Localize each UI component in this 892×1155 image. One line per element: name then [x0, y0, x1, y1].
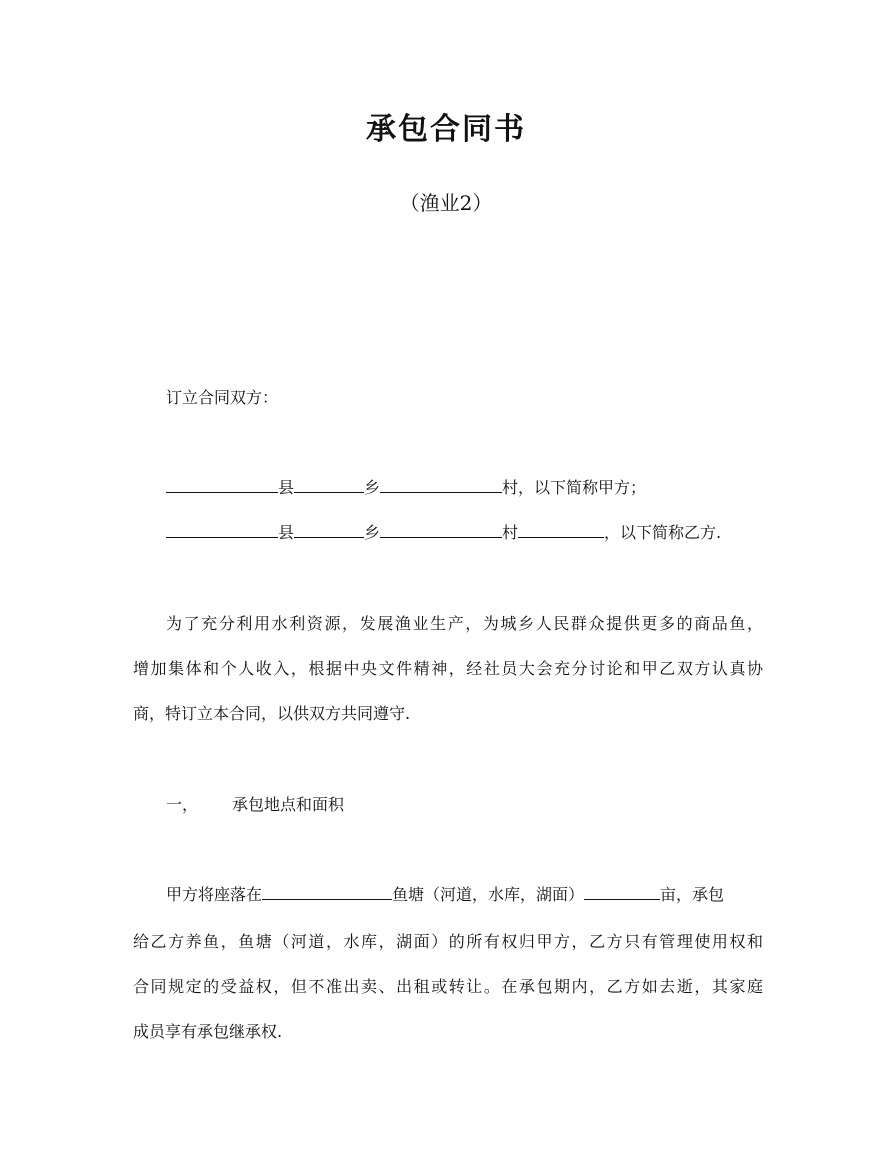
preamble-line: 商，特订立本合同，以供双方共同遵守. [133, 704, 411, 723]
area-blank[interactable] [584, 885, 660, 900]
village-label: 村 [502, 523, 519, 542]
village-label: 村，以下简称甲方； [502, 478, 647, 497]
county-blank[interactable] [166, 478, 278, 493]
section-title: 承包地点和面积 [232, 795, 345, 814]
party-b-suffix: ，以下简称乙方. [604, 523, 722, 542]
village-blank[interactable] [380, 523, 502, 538]
section-body-line [166, 883, 763, 907]
county-blank[interactable] [166, 523, 278, 538]
preamble-line: 为了充分利用水利资源，发展渔业生产，为城乡人民群众提供更多的商品鱼， [166, 614, 763, 633]
location-blank[interactable] [262, 885, 392, 900]
town-label: 乡 [364, 523, 381, 542]
section-body-line: 给乙方养鱼，鱼塘（河道，水库，湖面）的所有权归甲方，乙方只有管理使用权和 [133, 932, 763, 951]
section-number: 一， [166, 795, 199, 814]
name-blank[interactable] [518, 523, 604, 538]
section-body-line: 合同规定的受益权，但不准出卖、出租或转让。在承包期内，乙方如去逝，其家庭 [133, 977, 763, 996]
town-label: 乡 [364, 478, 381, 497]
county-label: 县 [278, 478, 295, 497]
document-subtitle: （渔业2） [399, 191, 493, 215]
village-blank[interactable] [380, 478, 502, 493]
section-heading [166, 793, 763, 817]
preamble-line: 增加集体和个人收入，根据中央文件精神，经社员大会充分讨论和甲乙双方认真协 [133, 659, 763, 678]
party-a-line [166, 476, 763, 500]
section-body-line: 成员享有承包继承权. [133, 1022, 283, 1041]
county-label: 县 [278, 523, 295, 542]
parties-intro: 订立合同双方： [166, 388, 279, 407]
body-text: 亩，承包 [660, 885, 725, 904]
body-text: 鱼塘（河道，水库，湖面） [392, 885, 585, 904]
town-blank[interactable] [294, 478, 364, 493]
town-blank[interactable] [294, 523, 364, 538]
body-text: 甲方将座落在 [166, 885, 263, 904]
party-b-line [166, 521, 763, 545]
document-title: 承包合同书 [366, 112, 526, 147]
